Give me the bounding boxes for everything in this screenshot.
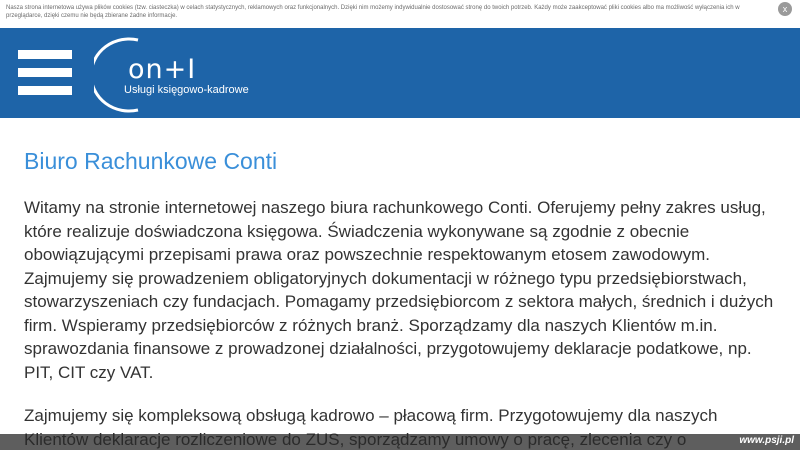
menu-icon[interactable] [18,50,72,96]
watermark-text: www.psji.pl [739,435,794,446]
logo-tagline: Usługi księgowo-kadrowe [124,84,249,96]
menu-bar [18,86,72,95]
logo[interactable] [94,34,274,114]
cookie-banner [0,0,800,28]
menu-bar [18,50,72,59]
logo-word: on+I [128,54,197,85]
site-header [0,28,800,118]
cookie-close-button[interactable]: x [778,2,792,16]
services-paragraph: Zajmujemy się kompleksową obsługą kadrowo – płacową firm. Przygotowujemy dla naszych [24,406,718,425]
menu-bar [18,68,72,77]
cookie-text: Nasza strona internetowa używa plików cookies (tzw. ciasteczka) w celach statystycznych, reklamowych oraz funkcjonalnych. Dzięki nim możemy indywidualnie dostosować stronę do twoich potrzeb. Każdy może zaakceptować pliki cookies albo ma możliwość wyłączenia ich w przeglądarce, dzięki czemu nie będą zbierane żadne informacje. [6,5,740,19]
page-title: Biuro Rachunkowe Conti [24,148,278,174]
main-content [24,118,776,451]
intro-paragraph: Witamy na stronie internetowej naszego biura rachunkowego Conti. Oferujemy pełny zakres usług, które realizuje doświadczona księgowa. Świadczenia wykonywane są zgodnie z obecnie obowiązującymi przepisami prawa oraz powszechnie respektowanym etosem zawodowym. Zajmujemy się prowadzeniem obligatoryjnych dokumentacji w różnego typu przedsiębiorstwach, stowarzyszeniach czy fundacjach. Pomagamy przedsiębiorcom z sektora małych, średnich i dużych firm. Wspieramy przedsiębiorców z różnych branż. Sporządzamy dla naszych Klientów m.in. sprawozdania finansowe z prowadzonej działalności, przygotowujemy deklaracje podatkowe, np. PIT, CIT czy VAT. [24,198,774,382]
watermark-bar [0,434,800,450]
